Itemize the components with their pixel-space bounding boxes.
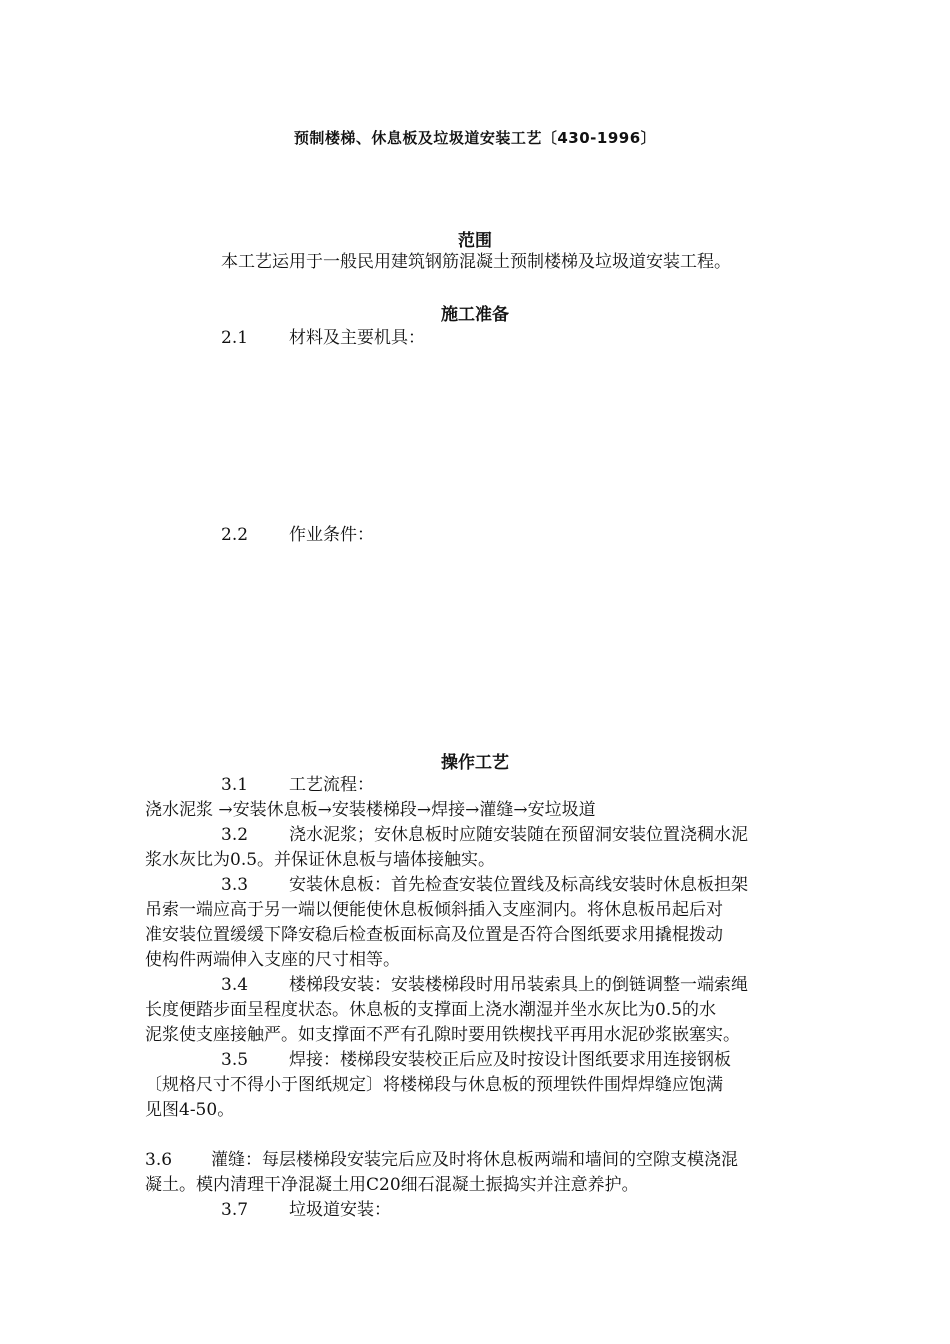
item-text: 楼梯段安装：安装楼梯段时用吊装索具上的倒链调整一端索绳 (289, 975, 748, 995)
scope-text: 本工艺运用于一般民用建筑钢筋混凝土预制楼梯及垃圾道安装工程。 (221, 252, 731, 272)
item-text: 作业条件： (289, 525, 374, 545)
item-3-2 (221, 822, 886, 848)
item-3-3 (221, 872, 886, 898)
item-number: 3.4 (221, 975, 249, 995)
item-3-7 (221, 1197, 886, 1223)
item-3-5-cont: 见图4-50。 (145, 1100, 235, 1120)
item-3-2-cont: 浆水灰比为0.5。并保证休息板与墙体接触实。 (145, 850, 496, 870)
item-text: 焊接：楼梯段安装校正后应及时按设计图纸要求用连接钢板 (289, 1050, 731, 1070)
item-2-1 (221, 325, 886, 351)
item-text: 浇水泥浆；安休息板时应随安装随在预留洞安装位置浇稠水泥 (289, 825, 748, 845)
item-3-4-cont: 泥浆使支座接触严。如支撑面不严有孔隙时要用铁楔找平再用水泥砂浆嵌塞实。 (145, 1025, 740, 1045)
item-3-3-cont: 使构件两端伸入支座的尺寸相等。 (145, 950, 400, 970)
section-heading-preparation: 施工准备 (441, 305, 509, 325)
item-number: 3.6 (145, 1150, 173, 1170)
item-3-5-cont: 〔规格尺寸不得小于图纸规定〕将楼梯段与休息板的预埋铁件围焊焊缝应饱满 (145, 1075, 723, 1095)
item-3-3-cont: 吊索一端应高于另一端以便能使休息板倾斜插入支座洞内。将休息板吊起后对 (145, 900, 723, 920)
item-3-5 (221, 1047, 886, 1073)
item-number: 2.1 (221, 328, 249, 348)
item-text: 垃圾道安装： (289, 1200, 391, 1220)
item-number: 3.2 (221, 825, 249, 845)
item-3-4 (221, 972, 886, 998)
item-text: 工艺流程： (289, 775, 374, 795)
item-number: 3.1 (221, 775, 249, 795)
item-text: 材料及主要机具： (289, 328, 425, 348)
item-number: 3.7 (221, 1200, 249, 1220)
item-2-2 (221, 522, 886, 548)
item-text: 灌缝：每层楼梯段安装完后应及时将休息板两端和墙间的空隙支模浇混 (211, 1150, 738, 1170)
item-3-6-cont: 凝土。模内清理干净混凝土用C20细石混凝土振捣实并注意养护。 (145, 1175, 639, 1195)
item-text: 安装休息板：首先检查安装位置线及标高线安装时休息板担架 (289, 875, 748, 895)
item-number: 2.2 (221, 525, 249, 545)
process-flow: 浇水泥浆 →安装休息板→安装楼梯段→焊接→灌缝→安垃圾道 (145, 800, 596, 820)
item-number: 3.5 (221, 1050, 249, 1070)
item-3-6 (145, 1147, 810, 1173)
section-heading-scope: 范围 (458, 231, 492, 251)
item-number: 3.3 (221, 875, 249, 895)
section-heading-process: 操作工艺 (441, 753, 509, 773)
item-3-1 (221, 772, 886, 798)
item-3-4-cont: 长度便踏步面呈程度状态。休息板的支撑面上浇水潮湿并坐水灰比为0.5的水 (145, 1000, 717, 1020)
item-3-3-cont: 准安装位置缓缓下降安稳后检查板面标高及位置是否符合图纸要求用撬棍拨动 (145, 925, 723, 945)
document-title: 预制楼梯、休息板及垃圾道安装工艺〔430-1996〕 (293, 129, 657, 147)
